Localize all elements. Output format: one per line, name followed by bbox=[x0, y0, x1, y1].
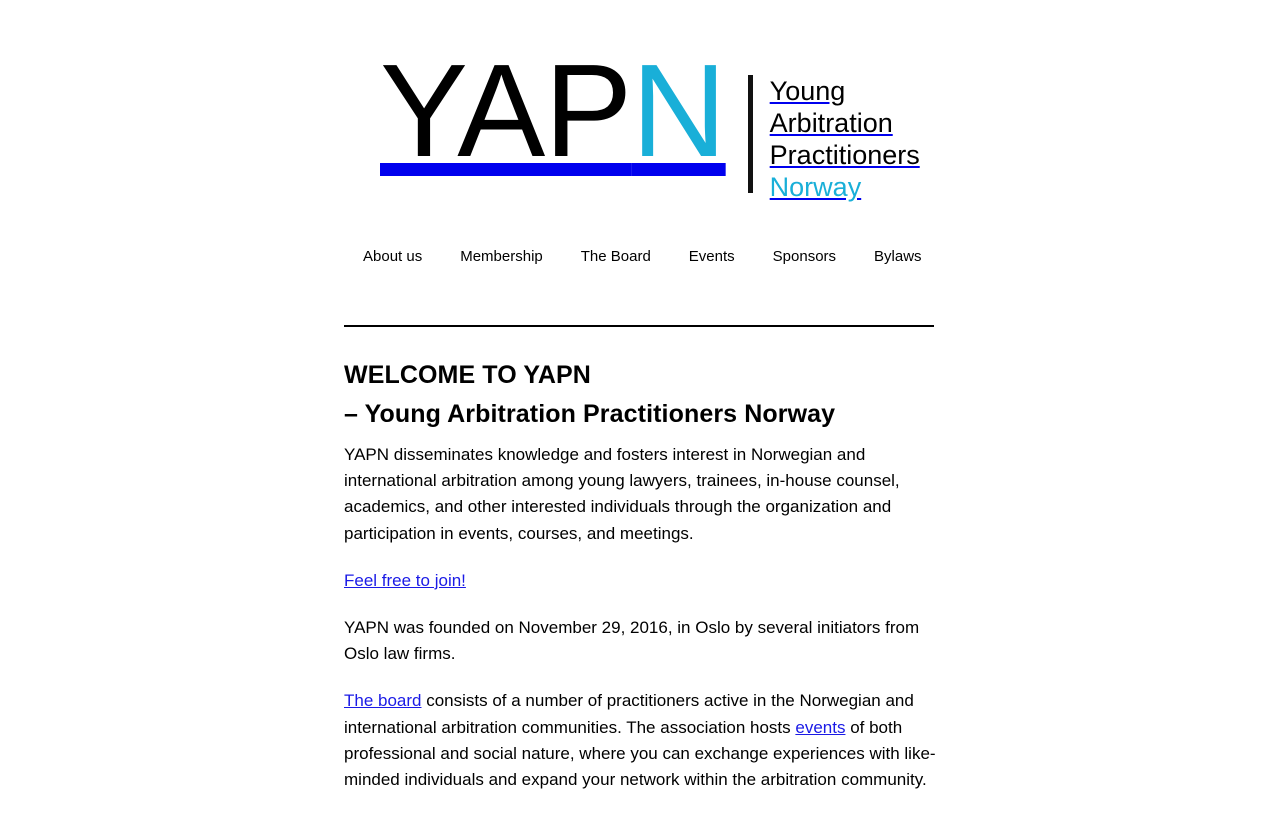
board-paragraph bbox=[344, 688, 936, 793]
nav-item-bylaws[interactable]: Bylaws bbox=[874, 248, 922, 265]
logo-tagline-line-1: Young bbox=[769, 76, 846, 106]
header-divider-rule bbox=[344, 325, 934, 327]
site-header bbox=[344, 0, 934, 230]
nav-item-membership[interactable]: Membership bbox=[460, 248, 543, 265]
board-text-after-events-link: of both professional and social nature, where you can exchange experiences with like-minded individuals and expand your network within the arbitration community. bbox=[344, 717, 936, 790]
main-content bbox=[344, 356, 936, 814]
main-navigation bbox=[344, 240, 944, 274]
board-link[interactable]: The board bbox=[344, 691, 422, 711]
page-title-line-1: WELCOME TO YAPN bbox=[344, 361, 591, 389]
nav-item-the-board[interactable]: The Board bbox=[580, 248, 651, 265]
logo-tagline-line-4: Norway bbox=[769, 172, 862, 202]
logo-wordmark bbox=[380, 37, 726, 184]
logo-tagline-line-2: Arbitration bbox=[769, 108, 893, 138]
founding-paragraph: YAPN was founded on November 29, 2016, in Oslo by several initiators from Oslo law firms. bbox=[344, 618, 920, 664]
intro-paragraph: YAPN disseminates knowledge and fosters interest in Norwegian and international arbitration among young lawyers, trainees, in-house counsel, academics, and other interested individuals through the organization and participation in events, courses, and meetings. bbox=[344, 445, 900, 543]
nav-item-about-us[interactable]: About us bbox=[363, 248, 423, 265]
join-link[interactable]: Feel free to join! bbox=[344, 570, 466, 590]
page-title-line-2: – Young Arbitration Practitioners Norway bbox=[344, 400, 836, 428]
join-paragraph bbox=[344, 568, 936, 594]
page-title bbox=[344, 356, 936, 434]
board-text-after-board-link: consists of a number of practitioners active in the Norwegian and international arbitration communities. The association hosts bbox=[344, 691, 914, 737]
nav-item-sponsors[interactable]: Sponsors bbox=[772, 248, 837, 265]
nav-item-events[interactable]: Events bbox=[688, 248, 735, 265]
logo-word-dark: YAP bbox=[380, 37, 632, 184]
site-logo[interactable] bbox=[380, 37, 920, 203]
logo-block bbox=[344, 0, 934, 230]
logo-divider-bar bbox=[748, 75, 753, 193]
logo-tagline-line-3: Practitioners bbox=[769, 140, 920, 170]
logo-tagline bbox=[770, 75, 920, 203]
logo-word-accent: N bbox=[631, 37, 726, 184]
events-link[interactable]: events bbox=[795, 717, 846, 737]
